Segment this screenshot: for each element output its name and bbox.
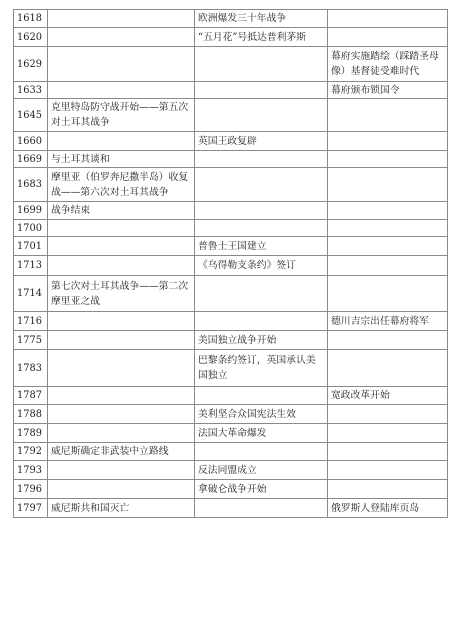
table-row — [14, 480, 448, 499]
table-row — [14, 82, 448, 99]
year-cell: 1660 — [14, 132, 48, 151]
year-cell: 1701 — [14, 237, 48, 256]
year-cell: 1783 — [14, 350, 48, 387]
table-row — [14, 405, 448, 424]
year-cell: 1716 — [14, 312, 48, 331]
table-row — [14, 350, 448, 387]
world-event-cell — [195, 82, 328, 99]
world-event-cell: 法国大革命爆发 — [195, 424, 328, 443]
venice-event-cell — [48, 256, 195, 276]
world-event-cell: 欧洲爆发三十年战争 — [195, 10, 328, 28]
year-cell: 1669 — [14, 151, 48, 168]
venice-event-cell — [48, 47, 195, 82]
venice-event-cell — [48, 350, 195, 387]
year-cell: 1789 — [14, 424, 48, 443]
japan-event-cell — [328, 424, 448, 443]
japan-event-cell — [328, 256, 448, 276]
venice-event-cell: 克里特岛防守战开始——第五次对土耳其战争 — [48, 99, 195, 132]
table-row — [14, 461, 448, 480]
venice-event-cell — [48, 480, 195, 499]
world-event-cell: “五月花”号抵达普利茅斯 — [195, 28, 328, 47]
world-event-cell — [195, 202, 328, 220]
table-row — [14, 10, 448, 28]
world-event-cell: 拿破仑战争开始 — [195, 480, 328, 499]
year-cell: 1793 — [14, 461, 48, 480]
world-event-cell — [195, 151, 328, 168]
japan-event-cell — [328, 168, 448, 202]
world-event-cell: 美国独立战争开始 — [195, 331, 328, 350]
table-row — [14, 168, 448, 202]
year-cell: 1787 — [14, 387, 48, 405]
year-cell: 1620 — [14, 28, 48, 47]
world-event-cell: 《乌得勒支条约》签订 — [195, 256, 328, 276]
venice-event-cell — [48, 331, 195, 350]
japan-event-cell — [328, 350, 448, 387]
world-event-cell — [195, 168, 328, 202]
world-event-cell — [195, 276, 328, 312]
venice-event-cell: 第七次对土耳其战争——第二次摩里亚之战 — [48, 276, 195, 312]
world-event-cell: 反法同盟成立 — [195, 461, 328, 480]
japan-event-cell: 德川吉宗出任幕府将军 — [328, 312, 448, 331]
table-row — [14, 99, 448, 132]
year-cell: 1645 — [14, 99, 48, 132]
venice-event-cell: 摩里亚（伯罗奔尼撒半岛）收复战——第六次对土耳其战争 — [48, 168, 195, 202]
venice-event-cell — [48, 220, 195, 237]
venice-event-cell — [48, 387, 195, 405]
japan-event-cell — [328, 276, 448, 312]
year-cell: 1775 — [14, 331, 48, 350]
year-cell: 1618 — [14, 10, 48, 28]
japan-event-cell: 幕府颁布锁国令 — [328, 82, 448, 99]
world-event-cell — [195, 312, 328, 331]
japan-event-cell — [328, 202, 448, 220]
timeline-table — [13, 9, 448, 518]
venice-event-cell — [48, 312, 195, 331]
year-cell: 1629 — [14, 47, 48, 82]
japan-event-cell — [328, 461, 448, 480]
year-cell: 1796 — [14, 480, 48, 499]
japan-event-cell: 俄罗斯人登陆库页岛 — [328, 499, 448, 518]
japan-event-cell: 宽政改革开始 — [328, 387, 448, 405]
world-event-cell: 美利坚合众国宪法生效 — [195, 405, 328, 424]
venice-event-cell — [48, 237, 195, 256]
table-row — [14, 499, 448, 518]
venice-event-cell — [48, 461, 195, 480]
world-event-cell — [195, 443, 328, 461]
japan-event-cell — [328, 151, 448, 168]
year-cell: 1797 — [14, 499, 48, 518]
table-row — [14, 237, 448, 256]
table-row — [14, 443, 448, 461]
year-cell: 1683 — [14, 168, 48, 202]
timeline-body — [14, 10, 448, 518]
venice-event-cell — [48, 424, 195, 443]
world-event-cell — [195, 47, 328, 82]
world-event-cell: 普鲁士王国建立 — [195, 237, 328, 256]
venice-event-cell — [48, 10, 195, 28]
venice-event-cell — [48, 132, 195, 151]
world-event-cell: 巴黎条约签订，英国承认美国独立 — [195, 350, 328, 387]
year-cell: 1792 — [14, 443, 48, 461]
venice-event-cell: 威尼斯共和国灭亡 — [48, 499, 195, 518]
japan-event-cell — [328, 132, 448, 151]
year-cell: 1700 — [14, 220, 48, 237]
world-event-cell: 英国王政复辟 — [195, 132, 328, 151]
world-event-cell — [195, 499, 328, 518]
japan-event-cell — [328, 480, 448, 499]
table-row — [14, 28, 448, 47]
table-row — [14, 220, 448, 237]
table-row — [14, 151, 448, 168]
table-row — [14, 132, 448, 151]
world-event-cell — [195, 387, 328, 405]
year-cell: 1633 — [14, 82, 48, 99]
year-cell: 1713 — [14, 256, 48, 276]
table-row — [14, 387, 448, 405]
world-event-cell — [195, 99, 328, 132]
venice-event-cell: 战争结束 — [48, 202, 195, 220]
year-cell: 1788 — [14, 405, 48, 424]
japan-event-cell — [328, 220, 448, 237]
japan-event-cell — [328, 237, 448, 256]
year-cell: 1699 — [14, 202, 48, 220]
venice-event-cell — [48, 405, 195, 424]
table-row — [14, 312, 448, 331]
japan-event-cell — [328, 331, 448, 350]
table-row — [14, 276, 448, 312]
japan-event-cell — [328, 99, 448, 132]
japan-event-cell — [328, 10, 448, 28]
table-row — [14, 202, 448, 220]
japan-event-cell: 幕府实施踏绘（踩踏圣母像）基督徒受难时代 — [328, 47, 448, 82]
japan-event-cell — [328, 405, 448, 424]
table-row — [14, 256, 448, 276]
table-row — [14, 424, 448, 443]
world-event-cell — [195, 220, 328, 237]
table-row — [14, 331, 448, 350]
venice-event-cell — [48, 82, 195, 99]
japan-event-cell — [328, 443, 448, 461]
venice-event-cell: 威尼斯确定非武装中立路线 — [48, 443, 195, 461]
venice-event-cell: 与土耳其谈和 — [48, 151, 195, 168]
japan-event-cell — [328, 28, 448, 47]
venice-event-cell — [48, 28, 195, 47]
table-row — [14, 47, 448, 82]
year-cell: 1714 — [14, 276, 48, 312]
